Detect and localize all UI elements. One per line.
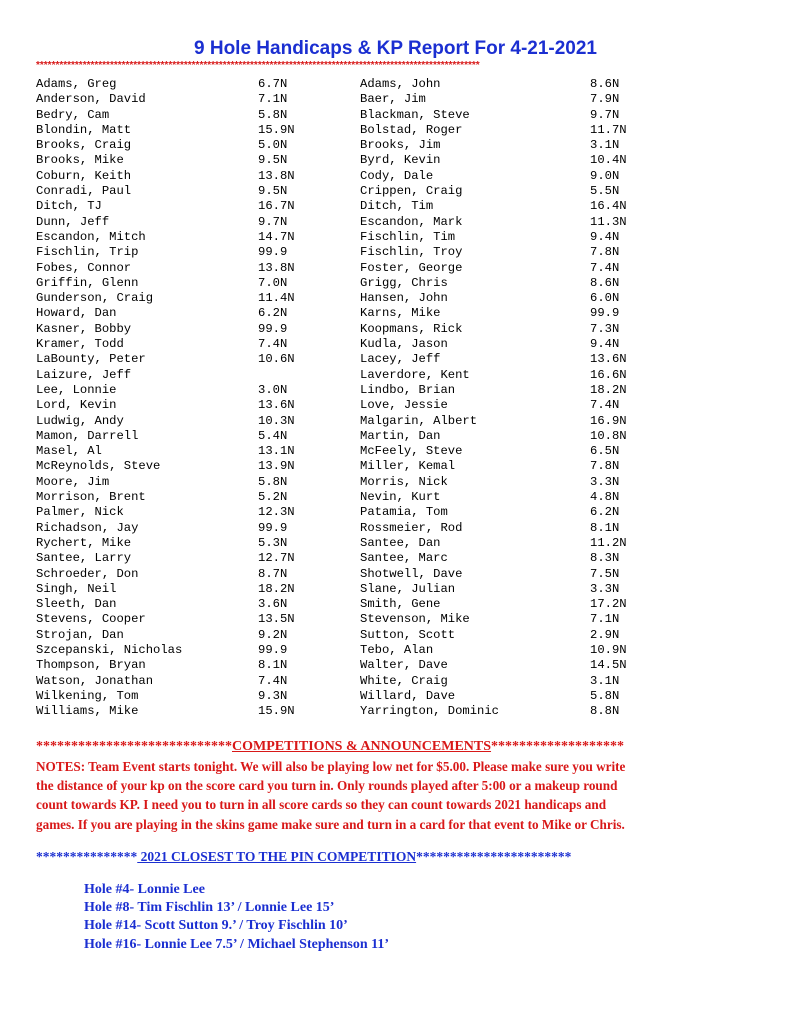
golfer-name: Sutton, Scott <box>360 627 456 642</box>
handicap-row <box>36 276 356 291</box>
handicap-value: 3.0N <box>258 382 288 397</box>
handicap-value: 7.8N <box>590 459 620 474</box>
golfer-name: Baer, Jim <box>360 92 426 107</box>
golfer-name: Coburn, Keith <box>36 168 132 183</box>
handicap-row <box>36 643 356 658</box>
handicap-row <box>36 429 356 444</box>
handicap-row <box>360 704 650 719</box>
handicap-value: 16.7N <box>258 199 295 214</box>
handicap-value: 16.9N <box>590 413 627 428</box>
golfer-name: Thompson, Bryan <box>36 658 146 673</box>
handicap-value: 2.9N <box>590 627 620 642</box>
handicap-value: 8.3N <box>590 551 620 566</box>
handicap-row <box>36 674 356 689</box>
kp-hole-result: Hole #14- Scott Sutton 9.’ / Troy Fischlin 10’ <box>84 918 348 934</box>
handicap-value: 11.2N <box>590 535 627 550</box>
handicap-row <box>36 184 356 199</box>
golfer-name: Byrd, Kevin <box>360 153 441 168</box>
handicap-value: 9.7N <box>258 214 288 229</box>
handicap-value: 8.1N <box>590 520 620 535</box>
handicap-row <box>36 138 356 153</box>
notes-line: count towards KP. I need you to turn in all score cards so they can count towards 2021 handicaps and <box>36 797 607 813</box>
handicap-value: 13.5N <box>258 612 295 627</box>
handicap-value: 5.4N <box>258 428 288 443</box>
handicap-row <box>360 77 650 92</box>
handicap-row <box>360 276 650 291</box>
handicap-value: 5.8N <box>590 688 620 703</box>
golfer-name: Adams, John <box>360 77 441 91</box>
handicap-value: 3.3N <box>590 474 620 489</box>
handicap-row <box>360 658 650 673</box>
handicap-value: 5.0N <box>258 138 288 153</box>
handicap-row <box>36 444 356 459</box>
golfer-name: Hansen, John <box>360 291 448 306</box>
golfer-name: Crippen, Craig <box>360 184 463 199</box>
handicap-row <box>36 153 356 168</box>
star-divider: ****************************************************************************************************************** <box>36 60 480 71</box>
handicap-row <box>360 184 650 199</box>
golfer-name: Kramer, Todd <box>36 337 124 352</box>
golfer-name: Anderson, David <box>36 92 146 107</box>
handicap-value: 7.8N <box>590 245 620 260</box>
handicap-value: 3.1N <box>590 138 620 153</box>
golfer-name: Morris, Nick <box>360 474 448 489</box>
handicap-row <box>360 352 650 367</box>
handicap-row <box>360 444 650 459</box>
golfer-name: Fischlin, Troy <box>360 245 463 260</box>
handicap-value: 4.8N <box>590 490 620 505</box>
handicap-row <box>360 230 650 245</box>
closest-to-pin-heading <box>36 849 756 865</box>
handicap-value: 13.8N <box>258 260 295 275</box>
handicap-row <box>360 322 650 337</box>
golfer-name: Ditch, TJ <box>36 199 102 214</box>
handicap-value: 16.4N <box>590 199 627 214</box>
golfer-name: Yarrington, Dominic <box>360 704 499 719</box>
kp-stars-after: *********************** <box>416 849 572 864</box>
handicap-row <box>36 505 356 520</box>
handicap-value: 8.6N <box>590 275 620 290</box>
handicap-value: 7.5N <box>590 566 620 581</box>
handicap-value: 7.0N <box>258 275 288 290</box>
handicap-row <box>360 597 650 612</box>
handicap-row <box>36 521 356 536</box>
handicap-row <box>360 398 650 413</box>
handicap-row <box>36 536 356 551</box>
handicap-row <box>36 352 356 367</box>
golfer-name: Martin, Dan <box>360 428 441 443</box>
golfer-name: Walter, Dave <box>360 658 448 673</box>
golfer-name: Lacey, Jeff <box>360 352 441 367</box>
handicap-row <box>36 306 356 321</box>
golfer-name: Escandon, Mitch <box>36 229 146 244</box>
golfer-name: Wilkening, Tom <box>36 688 139 703</box>
handicap-value: 6.2N <box>590 505 620 520</box>
golfer-name: Richadson, Jay <box>36 520 139 535</box>
golfer-name: Mamon, Darrell <box>36 428 139 443</box>
golfer-name: Strojan, Dan <box>36 627 124 642</box>
handicap-value: 8.6N <box>590 77 620 91</box>
golfer-name: Ludwig, Andy <box>36 413 124 428</box>
handicap-row <box>36 199 356 214</box>
handicap-row <box>36 490 356 505</box>
handicap-value: 3.6N <box>258 597 288 612</box>
handicap-value: 10.4N <box>590 153 627 168</box>
handicap-value: 3.3N <box>590 581 620 596</box>
handicap-value: 17.2N <box>590 597 627 612</box>
golfer-name: Miller, Kemal <box>360 459 456 474</box>
handicap-value: 9.3N <box>258 688 288 703</box>
golfer-name: Santee, Marc <box>360 551 448 566</box>
handicap-row <box>360 429 650 444</box>
handicap-row <box>360 643 650 658</box>
handicap-row <box>360 551 650 566</box>
golfer-name: Sleeth, Dan <box>36 597 117 612</box>
handicap-row <box>36 123 356 138</box>
handicap-value: 13.8N <box>258 168 295 183</box>
handicap-row <box>360 490 650 505</box>
golfer-name: Nevin, Kurt <box>360 490 441 505</box>
handicap-value: 99.9 <box>258 321 288 336</box>
golfer-name: Morrison, Brent <box>36 490 146 505</box>
handicap-value: 7.1N <box>590 612 620 627</box>
golfer-name: Singh, Neil <box>36 581 117 596</box>
handicap-value: 7.9N <box>590 92 620 107</box>
handicap-row <box>36 77 356 92</box>
handicap-row <box>36 215 356 230</box>
handicap-row <box>360 567 650 582</box>
handicap-row <box>360 612 650 627</box>
handicap-value: 6.2N <box>258 306 288 321</box>
golfer-name: Brooks, Jim <box>360 138 441 153</box>
handicap-row <box>360 306 650 321</box>
golfer-name: Fischlin, Trip <box>36 245 139 260</box>
handicap-value: 5.5N <box>590 184 620 199</box>
handicap-value: 9.5N <box>258 153 288 168</box>
golfer-name: Malgarin, Albert <box>360 413 478 428</box>
golfer-name: Tebo, Alan <box>360 642 434 657</box>
handicap-value: 13.1N <box>258 444 295 459</box>
handicap-row <box>360 383 650 398</box>
handicap-value: 9.4N <box>590 229 620 244</box>
golfer-name: Smith, Gene <box>360 597 441 612</box>
golfer-name: Conradi, Paul <box>36 184 132 199</box>
handicap-value: 5.2N <box>258 490 288 505</box>
handicap-row <box>36 337 356 352</box>
handicap-row <box>36 169 356 184</box>
golfer-name: Lindbo, Brian <box>360 382 456 397</box>
notes-line: games. If you are playing in the skins game make sure and turn in a card for that event to Mike or Chris. <box>36 816 625 832</box>
handicap-value: 9.7N <box>590 107 620 122</box>
handicap-row <box>360 199 650 214</box>
handicap-row <box>360 261 650 276</box>
golfer-name: Brooks, Craig <box>36 138 132 153</box>
handicap-value: 6.7N <box>258 77 288 91</box>
golfer-name: Slane, Julian <box>360 581 456 596</box>
handicap-row <box>360 138 650 153</box>
golfer-name: McFeely, Steve <box>360 444 463 459</box>
handicap-row <box>360 245 650 260</box>
handicap-row <box>360 153 650 168</box>
handicap-row <box>36 459 356 474</box>
golfer-name: Ditch, Tim <box>360 199 434 214</box>
announcements-heading <box>36 739 756 755</box>
golfer-name: Griffin, Glenn <box>36 275 139 290</box>
handicap-row <box>36 108 356 123</box>
golfer-name: Stevenson, Mike <box>360 612 470 627</box>
golfer-name: Brooks, Mike <box>36 153 124 168</box>
handicap-value: 13.6N <box>258 398 295 413</box>
handicap-row <box>36 612 356 627</box>
handicap-value: 15.9N <box>258 704 295 719</box>
handicap-list-right <box>360 77 650 719</box>
handicap-row <box>360 628 650 643</box>
golfer-name: Adams, Greg <box>36 77 117 91</box>
golfer-name: Kasner, Bobby <box>36 321 132 336</box>
handicap-row <box>360 123 650 138</box>
announcements-notes <box>36 757 736 834</box>
handicap-row <box>36 551 356 566</box>
golfer-name: Bedry, Cam <box>36 107 110 122</box>
golfer-name: Koopmans, Rick <box>360 321 463 336</box>
golfer-name: Blondin, Matt <box>36 122 132 137</box>
handicap-value: 13.6N <box>590 352 627 367</box>
handicap-value: 10.3N <box>258 413 295 428</box>
handicap-value: 9.0N <box>590 168 620 183</box>
handicap-value: 5.8N <box>258 107 288 122</box>
golfer-name: Palmer, Nick <box>36 505 124 520</box>
golfer-name: Schroeder, Don <box>36 566 139 581</box>
handicap-value: 7.4N <box>258 673 288 688</box>
handicap-value: 18.2N <box>590 382 627 397</box>
handicap-row <box>36 230 356 245</box>
handicap-value: 9.2N <box>258 627 288 642</box>
handicap-value: 10.6N <box>258 352 295 367</box>
handicap-row <box>36 475 356 490</box>
notes-line: NOTES: Team Event starts tonight. We will also be playing low net for $5.00. Please make sure you write <box>36 759 626 774</box>
handicap-value: 7.1N <box>258 92 288 107</box>
golfer-name: Dunn, Jeff <box>36 214 110 229</box>
handicap-row <box>36 597 356 612</box>
handicap-value: 7.4N <box>590 398 620 413</box>
handicap-value: 11.3N <box>590 214 627 229</box>
handicap-row <box>36 261 356 276</box>
handicap-value: 10.9N <box>590 642 627 657</box>
golfer-name: Williams, Mike <box>36 704 139 719</box>
handicap-value: 11.4N <box>258 291 295 306</box>
handicap-value: 14.5N <box>590 658 627 673</box>
golfer-name: Watson, Jonathan <box>36 673 154 688</box>
handicap-value: 3.1N <box>590 673 620 688</box>
golfer-name: Karns, Mike <box>360 306 441 321</box>
golfer-name: Rossmeier, Rod <box>360 520 463 535</box>
golfer-name: Lord, Kevin <box>36 398 117 413</box>
handicap-row <box>360 521 650 536</box>
handicap-value: 6.0N <box>590 291 620 306</box>
handicap-value: 16.6N <box>590 367 627 382</box>
golfer-name: Bolstad, Roger <box>360 122 463 137</box>
handicap-value: 99.9 <box>590 306 620 321</box>
golfer-name: Cody, Dale <box>360 168 434 183</box>
handicap-row <box>360 92 650 107</box>
kp-hole-result: Hole #4- Lonnie Lee <box>84 882 205 897</box>
handicap-value: 9.5N <box>258 184 288 199</box>
golfer-name: Gunderson, Craig <box>36 291 154 306</box>
golfer-name: Fischlin, Tim <box>360 229 456 244</box>
handicap-row <box>360 108 650 123</box>
handicap-row <box>360 291 650 306</box>
handicap-row <box>36 628 356 643</box>
announcements-stars-after: ******************* <box>491 739 625 754</box>
handicap-value: 7.4N <box>590 260 620 275</box>
handicap-value: 12.3N <box>258 505 295 520</box>
handicap-row <box>36 658 356 673</box>
handicap-value: 5.8N <box>258 474 288 489</box>
handicap-row <box>36 398 356 413</box>
handicap-value: 5.3N <box>258 535 288 550</box>
golfer-name: Laizure, Jeff <box>36 367 132 382</box>
handicap-row <box>36 704 356 719</box>
golfer-name: Laverdore, Kent <box>360 367 470 382</box>
handicap-value: 12.7N <box>258 551 295 566</box>
handicap-row <box>360 536 650 551</box>
golfer-name: Santee, Dan <box>360 535 441 550</box>
handicap-row <box>360 215 650 230</box>
handicap-row <box>36 567 356 582</box>
handicap-row <box>360 582 650 597</box>
golfer-name: Escandon, Mark <box>360 214 463 229</box>
notes-line: the distance of your kp on the score card you turn in. Only rounds played after 5:00 or a makeup round <box>36 778 618 794</box>
kp-hole-result: Hole #8- Tim Fischlin 13’ / Lonnie Lee 15’ <box>84 900 335 916</box>
handicap-row <box>36 291 356 306</box>
handicap-row <box>36 689 356 704</box>
golfer-name: Blackman, Steve <box>360 107 470 122</box>
handicap-value: 8.1N <box>258 658 288 673</box>
golfer-name: Grigg, Chris <box>360 275 448 290</box>
handicap-value: 99.9 <box>258 245 288 260</box>
golfer-name: Foster, George <box>360 260 463 275</box>
golfer-name: Szcepanski, Nicholas <box>36 642 183 657</box>
handicap-value: 7.4N <box>258 337 288 352</box>
handicap-value: 10.8N <box>590 428 627 443</box>
handicap-value: 8.7N <box>258 566 288 581</box>
golfer-name: Howard, Dan <box>36 306 117 321</box>
golfer-name: McReynolds, Steve <box>36 459 161 474</box>
handicap-row <box>36 414 356 429</box>
golfer-name: White, Craig <box>360 673 448 688</box>
handicap-row <box>360 169 650 184</box>
handicap-value: 99.9 <box>258 642 288 657</box>
golfer-name: Lee, Lonnie <box>36 382 117 397</box>
handicap-row <box>360 674 650 689</box>
handicap-value: 13.9N <box>258 459 295 474</box>
announcements-stars-before: **************************** <box>36 739 232 754</box>
report-title: 9 Hole Handicaps & KP Report For 4-21-2021 <box>194 38 597 59</box>
handicap-row <box>360 414 650 429</box>
kp-title: 2021 CLOSEST TO THE PIN COMPETITION <box>137 849 417 864</box>
announcements-title: COMPETITIONS & ANNOUNCEMENTS <box>232 739 492 754</box>
handicap-value: 15.9N <box>258 122 295 137</box>
handicap-row <box>36 92 356 107</box>
handicap-row <box>36 582 356 597</box>
golfer-name: Masel, Al <box>36 444 102 459</box>
golfer-name: Kudla, Jason <box>360 337 448 352</box>
golfer-name: LaBounty, Peter <box>36 352 146 367</box>
golfer-name: Shotwell, Dave <box>360 566 463 581</box>
handicap-row <box>360 368 650 383</box>
golfer-name: Willard, Dave <box>360 688 456 703</box>
golfer-name: Love, Jessie <box>360 398 448 413</box>
golfer-name: Patamia, Tom <box>360 505 448 520</box>
handicap-value: 99.9 <box>258 520 288 535</box>
handicap-value: 8.8N <box>590 704 620 719</box>
handicap-list-left <box>36 77 356 719</box>
handicap-value: 6.5N <box>590 444 620 459</box>
handicap-row <box>36 245 356 260</box>
handicap-value: 9.4N <box>590 337 620 352</box>
handicap-row <box>360 337 650 352</box>
closest-to-pin-results <box>84 881 389 954</box>
handicap-value: 14.7N <box>258 229 295 244</box>
golfer-name: Stevens, Cooper <box>36 612 146 627</box>
handicap-value: 11.7N <box>590 122 627 137</box>
handicap-value: 7.3N <box>590 321 620 336</box>
golfer-name: Moore, Jim <box>36 474 110 489</box>
golfer-name: Rychert, Mike <box>36 535 132 550</box>
handicap-row <box>360 689 650 704</box>
kp-stars-before: *************** <box>36 849 138 864</box>
handicap-value: 18.2N <box>258 581 295 596</box>
golfer-name: Fobes, Connor <box>36 260 132 275</box>
golfer-name: Santee, Larry <box>36 551 132 566</box>
handicap-row <box>360 459 650 474</box>
handicap-row <box>360 475 650 490</box>
handicap-row <box>360 505 650 520</box>
handicap-row <box>36 383 356 398</box>
handicap-row <box>36 368 356 383</box>
handicap-row <box>36 322 356 337</box>
kp-hole-result: Hole #16- Lonnie Lee 7.5’ / Michael Stephenson 11’ <box>84 936 390 952</box>
